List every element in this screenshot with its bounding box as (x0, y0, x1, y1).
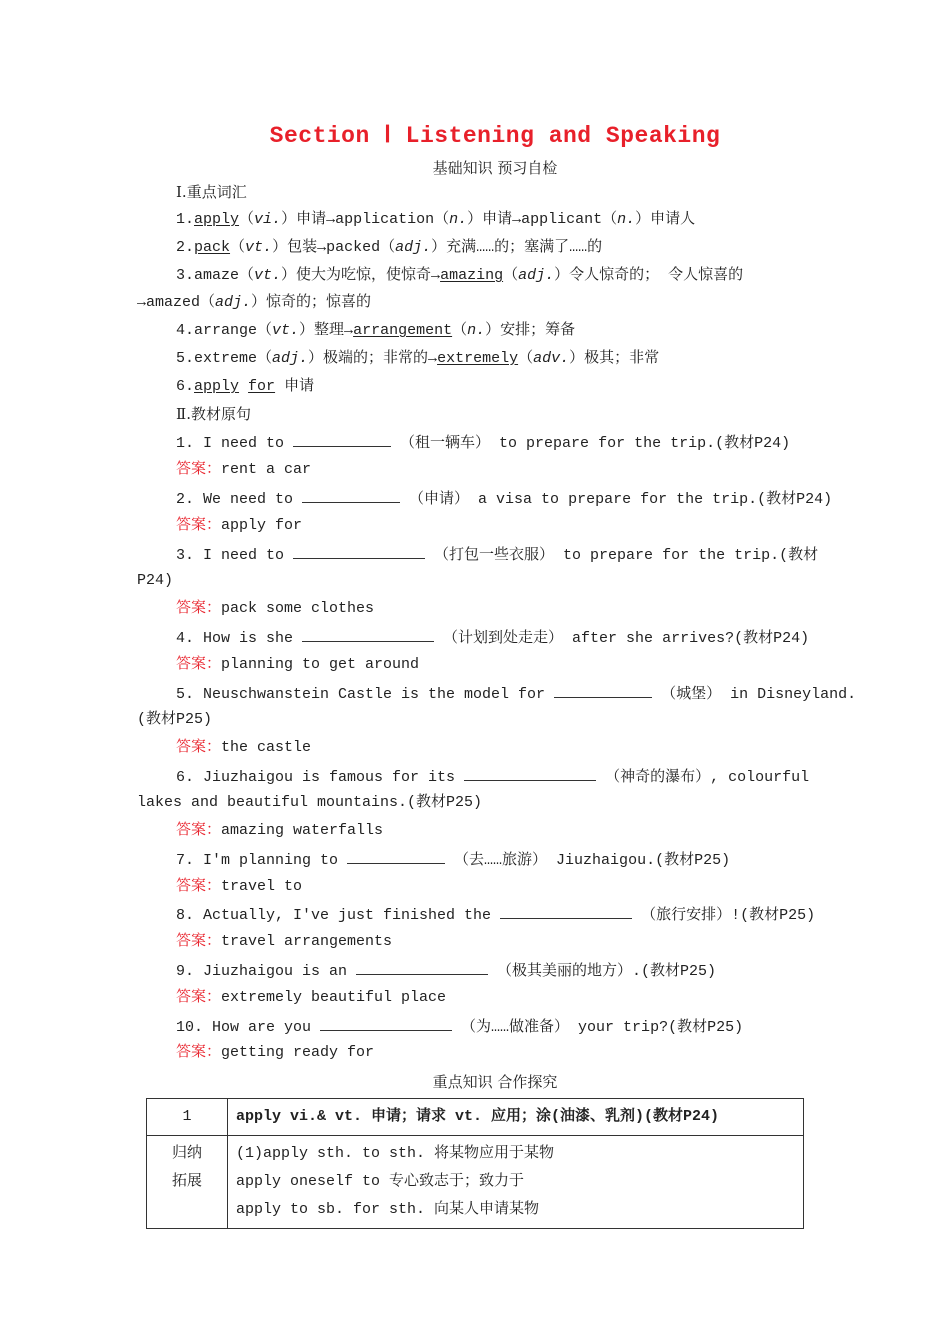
table-cell-items (228, 1136, 804, 1229)
vocab-item-1: 1.apply（vi.）申请→application（n.）申请→applicant（n.）申请人 (176, 211, 696, 228)
sentence-8: 8. Actually, I've just finished the （旅行安排）!(教材P25) (176, 904, 815, 926)
part2-heading: Ⅱ.教材原句 (176, 405, 251, 423)
sentence-9: 9. Jiuzhaigou is an （极其美丽的地方）.(教材P25) (176, 960, 716, 982)
list-item: apply oneself to 专心致志于；致力于 (236, 1173, 525, 1190)
answer-blank[interactable] (302, 488, 400, 503)
table-row (147, 1099, 804, 1136)
sentence-5-cont: (教材P25) (137, 711, 213, 728)
list-item: (1)apply sth. to sth. 将某物应用于某物 (236, 1145, 555, 1162)
answer-blank[interactable] (302, 627, 434, 642)
answer-8: 答案：travel arrangements (176, 933, 393, 950)
table-cell-num: 1 (147, 1099, 228, 1136)
vocab-item-3-cont: →amazed（adj.）惊奇的；惊喜的 (137, 294, 372, 311)
vocab-item-6: 6.apply for 申请 (176, 378, 315, 395)
sentence-10: 10. How are you （为……做准备） your trip?(教材P25) (176, 1016, 743, 1038)
sentence-3-cont: P24) (137, 572, 174, 589)
answer-3: 答案：pack some clothes (176, 600, 375, 617)
sentence-2: 2. We need to （申请） a visa to prepare for the trip.(教材P24) (176, 488, 832, 510)
answer-blank[interactable] (320, 1016, 452, 1031)
vocab-item-2: 2.pack（vt.）包装→packed（adj.）充满……的；塞满了……的 (176, 239, 603, 256)
sentence-4: 4. How is she （计划到处走走） after she arrives?(教材P24) (176, 627, 809, 649)
sentence-5: 5. Neuschwanstein Castle is the model for （城堡） in Disneyland. (176, 683, 856, 705)
answer-blank[interactable] (347, 849, 445, 864)
answer-blank[interactable] (356, 960, 488, 975)
table-cell-label (147, 1136, 228, 1229)
table-row (147, 1136, 804, 1229)
vocab-item-3: 3.amaze（vt.）使大为吃惊，使惊奇→amazing（adj.）令人惊奇的； 令人惊喜的 (176, 267, 744, 284)
vocab-item-5: 5.extreme（adj.）极端的；非常的→extremely（adv.）极其；非常 (176, 350, 660, 367)
answer-5: 答案：the castle (176, 739, 312, 756)
answer-blank[interactable] (500, 904, 632, 919)
list-item: apply to sb. for sth. 向某人申请某物 (236, 1201, 540, 1218)
sentence-1: 1. I need to （租一辆车） to prepare for the trip.(教材P24) (176, 432, 790, 454)
answer-blank[interactable] (464, 766, 596, 781)
answer-1: 答案：rent a car (176, 461, 312, 478)
section-heading-key: 重点知识 合作探究 (432, 1073, 558, 1091)
answer-blank[interactable] (554, 683, 652, 698)
sentence-3: 3. I need to （打包一些衣服） to prepare for the trip.(教材 (176, 544, 818, 566)
page-title: Section Ⅰ Listening and Speaking (269, 123, 721, 149)
sentence-6-cont: lakes and beautiful mountains.(教材P25) (137, 794, 483, 811)
answer-6: 答案：amazing waterfalls (176, 822, 384, 839)
vocab-item-4: 4.arrange（vt.）整理→arrangement（n.）安排；筹备 (176, 322, 576, 339)
sentence-6: 6. Jiuzhaigou is famous for its （神奇的瀑布）, colourful (176, 766, 809, 788)
answer-4: 答案：planning to get around (176, 656, 420, 673)
sentence-7: 7. I'm planning to （去……旅游） Jiuzhaigou.(教材P25) (176, 849, 730, 871)
section-heading-basic: 基础知识 预习自检 (432, 159, 558, 177)
answer-blank[interactable] (293, 544, 425, 559)
key-point-table (146, 1098, 804, 1229)
answer-7: 答案：travel to (176, 878, 303, 895)
answer-blank[interactable] (293, 432, 391, 447)
label-line-1: 归纳 (171, 1145, 202, 1162)
table-cell-head: apply vi.& vt. 申请；请求 vt. 应用；涂(油漆、乳剂)(教材P24) (228, 1099, 804, 1136)
answer-2: 答案：apply for (176, 517, 303, 534)
answer-9: 答案：extremely beautiful place (176, 989, 447, 1006)
answer-10: 答案：getting ready for (176, 1044, 375, 1061)
part1-heading: Ⅰ.重点词汇 (176, 183, 247, 201)
label-line-2: 拓展 (171, 1173, 202, 1190)
